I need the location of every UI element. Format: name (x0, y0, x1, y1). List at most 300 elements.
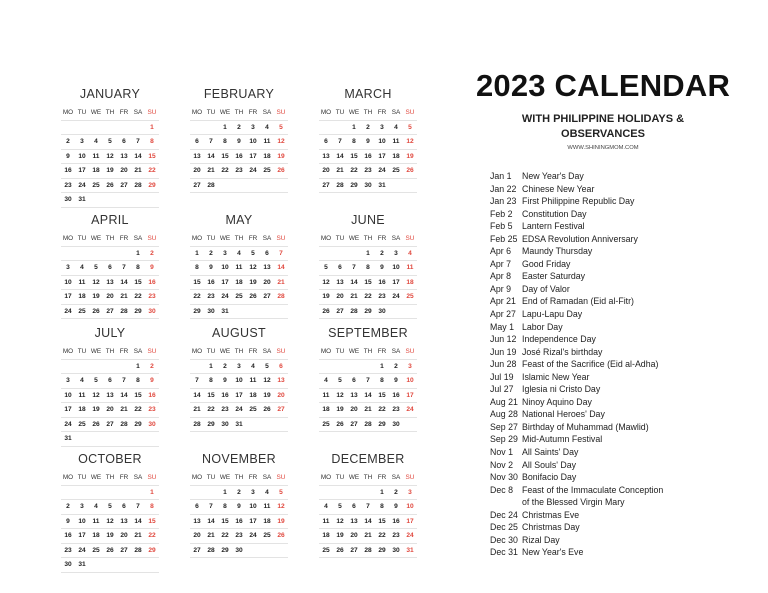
week-row (190, 418, 288, 433)
day-cell: 30 (221, 420, 229, 428)
day-cell: 24 (64, 420, 72, 428)
day-cell: 2 (237, 488, 241, 496)
week-row (61, 544, 159, 559)
day-cell: 5 (94, 264, 98, 271)
day-cell: 29 (193, 307, 201, 315)
day-cell: 14 (120, 391, 128, 399)
day-cell: 1 (366, 249, 370, 257)
day-cell: 26 (277, 167, 285, 174)
day-cell: 27 (193, 181, 201, 189)
day-cell (61, 360, 75, 374)
day-cell: 24 (392, 293, 400, 300)
day-cell: 20 (350, 532, 358, 539)
day-cell: 4 (80, 264, 84, 271)
day-cell: 28 (350, 307, 358, 315)
month-grid (190, 106, 288, 193)
holiday-name: Feast of the Sacrifice (Eid al-Adha) (522, 359, 659, 370)
day-cell: 19 (249, 278, 257, 286)
day-cell: 11 (406, 264, 414, 271)
day-cell: 10 (406, 503, 414, 510)
day-cell: 5 (251, 249, 255, 257)
weekday-label: WE (348, 109, 360, 116)
day-cell: 15 (134, 391, 142, 399)
week-row (319, 305, 417, 320)
day-cell: 23 (392, 532, 400, 539)
day-cell (103, 558, 117, 572)
day-cell: 25 (322, 546, 330, 554)
day-cell: 7 (136, 503, 140, 510)
day-cell: 13 (277, 377, 285, 384)
day-cell (145, 193, 159, 207)
weekday-label: MO (62, 235, 74, 242)
weekday-label: SA (262, 109, 272, 116)
day-cell: 7 (122, 377, 126, 384)
day-cell: 20 (350, 406, 358, 413)
day-cell: 13 (120, 152, 128, 160)
weekday-label: SU (405, 109, 415, 116)
day-cell: 10 (406, 377, 414, 384)
holiday-date: Dec 25 (490, 522, 518, 533)
day-cell: 3 (80, 138, 84, 145)
weekday-label: MO (191, 474, 203, 481)
day-cell: 10 (249, 138, 257, 145)
day-cell: 23 (148, 293, 156, 300)
day-cell: 7 (338, 138, 342, 145)
holiday-item (490, 208, 760, 221)
day-cell: 20 (322, 167, 330, 174)
day-cell (103, 432, 117, 446)
month-title: JULY (94, 326, 126, 340)
day-cell: 24 (78, 546, 86, 554)
holiday-item (490, 295, 760, 308)
day-cell: 12 (263, 377, 271, 384)
day-cell: 15 (134, 278, 142, 286)
week-row (319, 290, 417, 305)
day-cell: 6 (338, 264, 342, 271)
holiday-name: Lantern Festival (522, 221, 585, 232)
day-cell: 14 (207, 152, 215, 160)
day-cell (204, 486, 218, 500)
day-cell: 29 (148, 546, 156, 554)
day-cell: 10 (64, 278, 72, 286)
weekday-label: FR (248, 109, 258, 116)
day-cell: 23 (378, 293, 386, 300)
day-cell (131, 121, 145, 135)
weekday-label: SU (147, 348, 157, 355)
month-grid (190, 232, 288, 319)
holiday-item (490, 471, 760, 484)
day-cell: 28 (277, 293, 285, 300)
weekday-label: TH (105, 348, 115, 355)
day-cell: 18 (235, 278, 243, 286)
holiday-name: Christmas Eve (522, 509, 580, 520)
day-cell: 3 (380, 123, 384, 131)
day-cell: 26 (336, 420, 344, 428)
day-cell (260, 179, 274, 193)
day-cell (260, 544, 274, 558)
week-row (61, 389, 159, 404)
month-march (319, 86, 417, 193)
day-cell: 13 (336, 278, 344, 286)
day-cell: 30 (235, 546, 243, 554)
day-cell: 29 (148, 181, 156, 189)
day-cell: 9 (237, 503, 241, 510)
holiday-name: Day of Valor (522, 283, 570, 294)
day-cell: 1 (209, 362, 213, 370)
day-cell: 4 (408, 249, 412, 257)
month-december (319, 451, 417, 558)
weekday-label: SA (391, 235, 401, 242)
day-cell: 2 (237, 123, 241, 131)
weekday-label: FR (248, 235, 258, 242)
holiday-item (490, 258, 760, 271)
day-cell (274, 179, 288, 193)
day-cell: 18 (92, 167, 100, 174)
holiday-name: Ninoy Aquino Day (522, 396, 592, 407)
weekday-label: SA (391, 109, 401, 116)
day-cell: 21 (277, 278, 285, 286)
day-cell (103, 247, 117, 261)
day-cell: 31 (378, 181, 386, 189)
day-cell: 14 (336, 152, 344, 160)
week-row (190, 403, 288, 418)
day-cell (131, 558, 145, 572)
day-cell: 13 (106, 391, 114, 399)
weekday-label: WE (348, 235, 360, 242)
weekday-header-row (61, 471, 159, 486)
day-cell: 14 (134, 152, 142, 160)
day-cell: 8 (150, 503, 154, 510)
holiday-date: Dec 30 (490, 534, 518, 545)
day-cell (190, 360, 204, 374)
day-cell: 22 (207, 406, 215, 413)
day-cell: 4 (237, 249, 241, 257)
weekday-label: MO (320, 474, 332, 481)
day-cell: 16 (221, 391, 229, 399)
day-cell (218, 179, 232, 193)
week-row (319, 164, 417, 179)
weekday-header-row (190, 345, 288, 360)
day-cell: 27 (106, 420, 114, 428)
day-cell (333, 486, 347, 500)
day-cell: 9 (150, 264, 154, 271)
day-cell: 20 (336, 293, 344, 300)
week-row (190, 360, 288, 375)
holiday-name: Independence Day (522, 334, 596, 345)
day-cell: 7 (209, 138, 213, 145)
holiday-item (490, 233, 760, 246)
day-cell: 24 (249, 532, 257, 539)
weekday-label: TU (77, 474, 87, 481)
week-row (190, 544, 288, 559)
holiday-date (490, 496, 522, 509)
day-cell: 30 (364, 181, 372, 189)
week-row (319, 360, 417, 375)
day-cell (89, 121, 103, 135)
weekday-label: WE (90, 474, 102, 481)
holiday-name: All Souls' Day (522, 459, 576, 470)
weekday-label: TH (363, 235, 373, 242)
day-cell (403, 418, 417, 432)
day-cell: 2 (150, 362, 154, 370)
weekday-label: SU (147, 109, 157, 116)
month-grid (190, 471, 288, 558)
day-cell: 30 (378, 307, 386, 315)
weekday-label: TH (105, 109, 115, 116)
day-cell: 6 (195, 138, 199, 145)
weekday-header-row (190, 232, 288, 247)
day-cell (89, 432, 103, 446)
week-row (61, 305, 159, 320)
day-cell: 12 (277, 138, 285, 145)
day-cell: 14 (120, 278, 128, 286)
day-cell: 14 (193, 391, 201, 399)
holiday-date: Sep 29 (490, 434, 518, 445)
day-cell: 24 (78, 181, 86, 189)
week-row (61, 486, 159, 501)
month-may (190, 212, 288, 319)
weekday-label: TU (77, 235, 87, 242)
weekday-label: TH (234, 474, 244, 481)
holiday-name: Lapu-Lapu Day (522, 309, 583, 320)
day-cell (103, 486, 117, 500)
day-cell: 19 (263, 391, 271, 399)
day-cell: 20 (120, 532, 128, 539)
day-cell: 22 (134, 406, 142, 413)
day-cell (131, 486, 145, 500)
day-cell: 29 (378, 420, 386, 428)
weekday-label: TH (105, 235, 115, 242)
day-cell: 23 (364, 167, 372, 174)
weekday-label: SA (133, 348, 143, 355)
day-cell (103, 193, 117, 207)
day-cell (361, 486, 375, 500)
day-cell: 2 (223, 362, 227, 370)
weekday-label: MO (191, 348, 203, 355)
day-cell: 6 (352, 503, 356, 510)
day-cell: 23 (392, 406, 400, 413)
day-cell (117, 486, 131, 500)
day-cell: 24 (378, 167, 386, 174)
weekday-label: FR (377, 109, 387, 116)
week-row (61, 193, 159, 208)
day-cell: 17 (392, 278, 400, 286)
holiday-date: Apr 21 (490, 296, 516, 307)
source-url: WWW.SHININGMOM.COM (567, 145, 639, 151)
day-cell: 10 (78, 152, 86, 160)
day-cell: 17 (406, 517, 414, 525)
day-cell: 7 (195, 377, 199, 384)
day-cell (190, 486, 204, 500)
day-cell: 30 (207, 307, 215, 315)
day-cell: 11 (392, 138, 400, 145)
day-cell: 8 (380, 503, 384, 510)
week-row (61, 135, 159, 150)
day-cell: 7 (366, 503, 370, 510)
weekday-label: TU (335, 235, 345, 242)
day-cell: 6 (122, 503, 126, 510)
day-cell: 11 (263, 503, 271, 510)
day-cell: 22 (364, 293, 372, 300)
week-row (190, 374, 288, 389)
month-title: APRIL (91, 213, 129, 227)
week-row (61, 374, 159, 389)
day-cell (190, 121, 204, 135)
week-row (319, 418, 417, 433)
day-cell (61, 486, 75, 500)
weekday-label: MO (62, 348, 74, 355)
day-cell: 8 (209, 377, 213, 384)
day-cell (333, 247, 347, 261)
month-title: SEPTEMBER (328, 326, 408, 340)
weekday-label: SA (133, 109, 143, 116)
week-row (319, 261, 417, 276)
day-cell: 12 (322, 278, 330, 286)
day-cell: 3 (237, 362, 241, 370)
day-cell: 16 (148, 391, 156, 399)
day-cell: 22 (193, 293, 201, 300)
day-cell: 17 (221, 278, 229, 286)
day-cell: 26 (92, 420, 100, 428)
weekday-label: MO (191, 235, 203, 242)
holiday-name: Islamic New Year (522, 371, 590, 382)
day-cell: 2 (209, 249, 213, 257)
day-cell: 15 (207, 391, 215, 399)
day-cell: 1 (352, 123, 356, 131)
week-row (61, 150, 159, 165)
weekday-label: WE (90, 109, 102, 116)
day-cell: 21 (134, 532, 142, 539)
day-cell: 3 (394, 249, 398, 257)
week-row (190, 305, 288, 320)
day-cell (117, 193, 131, 207)
holiday-name: of the Blessed Virgin Mary (522, 497, 625, 508)
weekday-header-row (319, 232, 417, 247)
holiday-item (490, 220, 760, 233)
day-cell: 30 (64, 196, 72, 203)
day-cell: 20 (120, 167, 128, 174)
day-cell: 24 (249, 167, 257, 174)
day-cell (232, 305, 246, 319)
day-cell: 12 (106, 152, 114, 160)
day-cell: 4 (265, 488, 269, 496)
holiday-name: José Rizal's birthday (522, 346, 603, 357)
day-cell: 1 (150, 123, 154, 131)
day-cell: 13 (322, 152, 330, 160)
day-cell: 19 (92, 293, 100, 300)
week-row (61, 276, 159, 291)
day-cell: 27 (322, 181, 330, 189)
day-cell: 17 (249, 517, 257, 525)
day-cell: 11 (78, 278, 86, 286)
day-cell: 25 (235, 293, 243, 300)
day-cell: 13 (106, 278, 114, 286)
day-cell: 1 (380, 488, 384, 496)
day-cell (347, 247, 361, 261)
weekday-label: SU (405, 348, 415, 355)
week-row (319, 389, 417, 404)
day-cell (389, 305, 403, 319)
holiday-item (490, 496, 760, 509)
day-cell: 24 (406, 406, 414, 413)
holiday-date: Jul 19 (490, 371, 514, 382)
day-cell: 26 (92, 307, 100, 315)
day-cell: 1 (150, 488, 154, 496)
day-cell: 9 (237, 138, 241, 145)
day-cell: 31 (78, 561, 86, 568)
holiday-item (490, 346, 760, 359)
day-cell: 15 (221, 152, 229, 160)
weekday-label: TH (234, 235, 244, 242)
holiday-date: Aug 21 (490, 396, 518, 407)
month-title: DECEMBER (331, 452, 405, 466)
day-cell: 5 (408, 123, 412, 131)
day-cell: 28 (120, 307, 128, 315)
day-cell (319, 360, 333, 374)
weekday-label: TU (206, 348, 216, 355)
day-cell: 14 (364, 391, 372, 399)
day-cell: 16 (364, 152, 372, 160)
week-row (190, 529, 288, 544)
day-cell: 26 (106, 546, 114, 554)
weekday-header-row (319, 345, 417, 360)
day-cell (319, 121, 333, 135)
weekday-label: FR (119, 348, 129, 355)
day-cell: 17 (64, 406, 72, 413)
week-row (190, 247, 288, 262)
holiday-name: Bonifacio Day (522, 472, 577, 483)
day-cell (319, 247, 333, 261)
day-cell: 10 (221, 264, 229, 271)
holiday-date: Apr 8 (490, 271, 512, 282)
weekday-label: TU (77, 109, 87, 116)
weekday-label: MO (320, 109, 332, 116)
day-cell: 17 (235, 391, 243, 399)
day-cell: 13 (350, 391, 358, 399)
weekday-label: TU (77, 348, 87, 355)
day-cell: 20 (193, 532, 201, 539)
holiday-item (490, 459, 760, 472)
holiday-name: Easter Saturday (522, 271, 586, 282)
week-row (61, 121, 159, 136)
day-cell (403, 305, 417, 319)
day-cell (103, 360, 117, 374)
holiday-item (490, 396, 760, 409)
holiday-date: Apr 27 (490, 309, 516, 320)
day-cell: 17 (406, 391, 414, 399)
holiday-item (490, 195, 760, 208)
day-cell (204, 121, 218, 135)
day-cell: 22 (350, 167, 358, 174)
day-cell: 2 (366, 123, 370, 131)
weekday-label: MO (62, 474, 74, 481)
day-cell: 11 (322, 391, 330, 399)
day-cell: 21 (120, 406, 128, 413)
day-cell: 22 (378, 532, 386, 539)
holiday-date: Apr 7 (490, 258, 512, 269)
day-cell: 5 (108, 503, 112, 510)
day-cell: 8 (352, 138, 356, 145)
day-cell (246, 179, 260, 193)
day-cell: 13 (350, 517, 358, 525)
day-cell (89, 558, 103, 572)
day-cell: 28 (120, 420, 128, 428)
week-row (319, 150, 417, 165)
day-cell: 14 (207, 517, 215, 525)
day-cell: 6 (108, 264, 112, 271)
weekday-header-row (319, 471, 417, 486)
day-cell: 24 (64, 307, 72, 315)
